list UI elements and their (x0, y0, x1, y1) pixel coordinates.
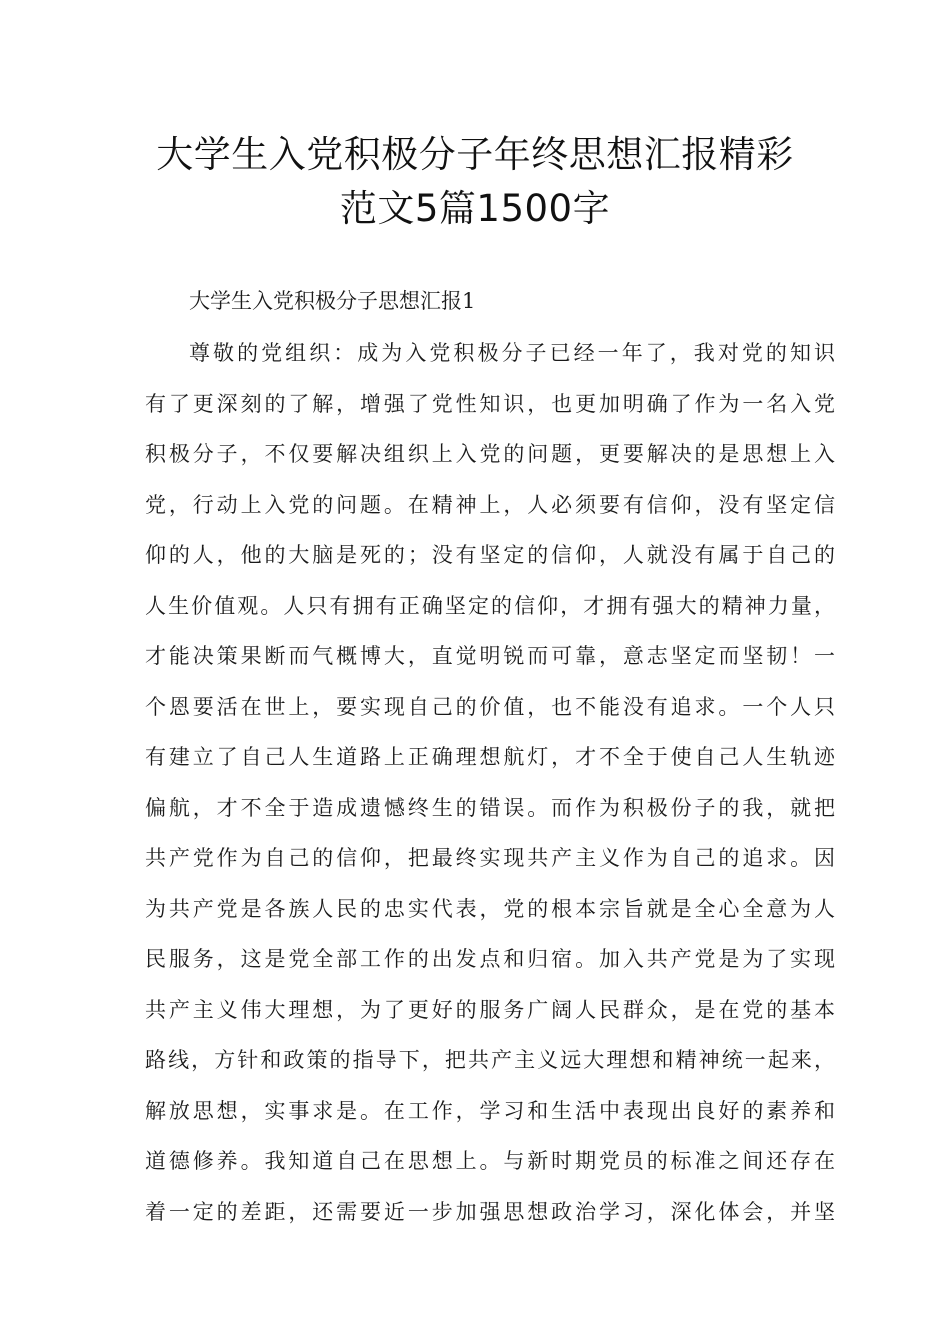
paragraph-line: 才能决策果断而气概博大，直觉明锐而可靠，意志坚定而坚韧！一 (145, 644, 835, 668)
section-heading: 大学生入党积极分子思想汇报1 (189, 289, 476, 313)
document-title (100, 128, 850, 236)
paragraph-line: 有建立了自己人生道路上正确理想航灯，才不全于使自己人生轨迹 (145, 745, 835, 769)
paragraph-line: 道德修养。我知道自己在思想上。与新时期党员的标准之间还存在 (145, 1149, 835, 1173)
paragraph-line: 偏航，才不全于造成遗憾终生的错误。而作为积极份子的我，就把 (145, 795, 835, 820)
paragraph-line: 解放思想，实事求是。在工作，学习和生活中表现出良好的素养和 (145, 1098, 835, 1123)
paragraph-line: 有了更深刻的了解，增强了党性知识，也更加明确了作为一名入党 (145, 391, 835, 416)
paragraph-line: 共产主义伟大理想，为了更好的服务广阔人民群众，是在党的基本 (145, 997, 835, 1022)
paragraph-line: 路线，方针和政策的指导下，把共产主义远大理想和精神统一起来， (145, 1048, 835, 1072)
paragraph-line: 共产党作为自己的信仰，把最终实现共产主义作为自己的追求。因 (145, 846, 835, 870)
paragraph-line: 为共产党是各族人民的忠实代表，党的根本宗旨就是全心全意为人 (145, 896, 835, 921)
paragraph-line: 党，行动上入党的问题。在精神上，人必须要有信仰，没有坚定信 (145, 492, 835, 517)
paragraph-line: 仰的人，他的大脑是死的；没有坚定的信仰，人就没有属于自己的 (145, 543, 835, 567)
paragraph-line: 个恩要活在世上，要实现自己的价值，也不能没有追求。一个人只 (145, 694, 835, 719)
title-line-1: 大学生入党积极分子年终思想汇报精彩 (156, 133, 794, 176)
document-body (145, 282, 835, 1237)
title-line-2: 范文5篇1500字 (339, 187, 611, 230)
paragraph-line: 民服务，这是党全部工作的出发点和归宿。加入共产党是为了实现 (145, 947, 835, 971)
paragraph-line: 积极分子，不仅要解决组织上入党的问题，更要解决的是思想上入 (145, 442, 835, 466)
paragraph-line: 尊敬的党组织：成为入党积极分子已经一年了，我对党的知识 (189, 341, 835, 365)
paragraph (145, 328, 835, 1237)
paragraph-line: 人生价值观。人只有拥有正确坚定的信仰，才拥有强大的精神力量， (145, 593, 835, 618)
paragraph-line: 着一定的差距，还需要近一步加强思想政治学习，深化体会，并坚 (145, 1199, 835, 1224)
